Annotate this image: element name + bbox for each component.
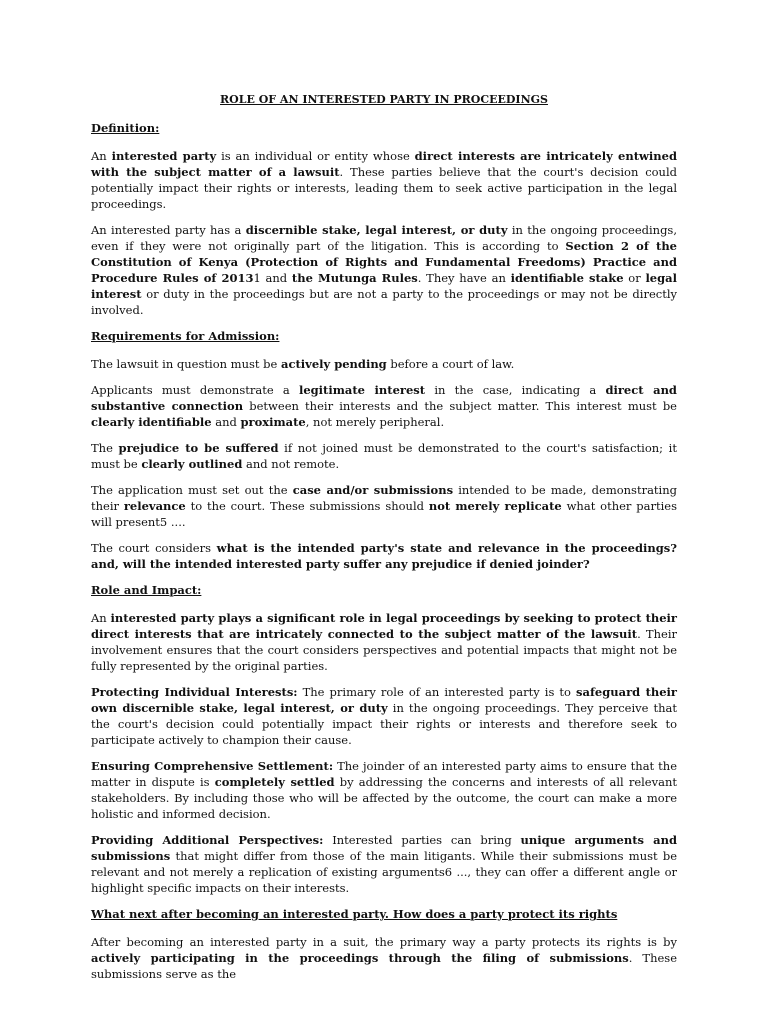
text-run: before a court of law. <box>386 357 515 371</box>
bold-text-run: clearly outlined <box>141 457 243 471</box>
bold-text-run: identifiable stake <box>510 271 624 285</box>
text-run: The application must set out the <box>91 483 293 497</box>
text-run: and not remote. <box>242 457 340 471</box>
bold-text-run: discernible stake, legal interest, or duty <box>245 223 508 237</box>
bold-text-run: Ensuring Comprehensive Settlement: <box>91 759 334 773</box>
next-steps-paragraph-1 <box>91 934 677 982</box>
text-run: and <box>211 415 241 429</box>
text-run: by addressing the concerns and interests of all relevant stakeholders. By including those who will be affected by the outcome, the court can make a more holistic and informed decision. <box>91 775 677 821</box>
requirements-paragraph-1 <box>91 356 677 372</box>
bold-text-run: direct and substantive connection <box>91 383 677 413</box>
role-paragraph-2 <box>91 684 677 748</box>
bold-text-run: legitimate interest <box>298 383 426 397</box>
bold-text-run: actively participating in the proceedings through the filing of submissions <box>91 951 629 965</box>
bold-text-run: case and/or submissions <box>292 483 454 497</box>
requirements-paragraph-4 <box>91 482 677 530</box>
bold-text-run: not merely replicate <box>428 499 562 513</box>
bold-text-run: completely settled <box>214 775 335 789</box>
role-paragraph-4 <box>91 832 677 896</box>
text-run: The primary role of an interested party is to <box>297 685 577 699</box>
text-run: . These parties believe that the court's decision could potentially impact their rights or interests, leading them to seek active participation in the legal proceedings. <box>91 165 678 211</box>
bold-text-run: legal interest <box>91 271 677 301</box>
text-run: , not merely peripheral. <box>305 415 445 429</box>
definition-heading: Definition: <box>91 121 160 135</box>
text-run: Interested parties can bring <box>323 833 521 847</box>
bold-text-run: proximate <box>240 415 306 429</box>
requirements-paragraph-2 <box>91 382 677 430</box>
bold-text-run: interested party <box>111 149 217 163</box>
text-run: . These submissions serve as the <box>91 951 677 981</box>
role-heading: Role and Impact: <box>91 583 202 597</box>
requirements-paragraph-5 <box>91 540 677 572</box>
bold-text-run: direct interests are intricately entwined with the subject matter of a lawsuit <box>91 149 677 179</box>
next-steps-heading: What next after becoming an interested party. How does a party protect its rights <box>91 907 618 921</box>
bold-text-run: Providing Additional Perspectives: <box>91 833 324 847</box>
role-paragraph-1 <box>91 610 677 674</box>
text-run: An <box>91 149 112 163</box>
bold-text-run: safeguard their own discernible stake, legal interest, or duty <box>91 685 677 715</box>
document-title: ROLE OF AN INTERESTED PARTY IN PROCEEDINGS <box>220 93 548 106</box>
bold-text-run: prejudice to be suffered <box>118 441 279 455</box>
bold-text-run: relevance <box>123 499 186 513</box>
requirements-heading: Requirements for Admission: <box>91 329 280 343</box>
definition-paragraph-1 <box>91 148 677 212</box>
text-run: intended to be made, demonstrating their <box>91 483 677 513</box>
text-run: 1 and <box>253 271 292 285</box>
text-run: in the ongoing proceedings. They perceive that the court's decision could potentially impact their rights or interests and therefore seek to participate actively to champion their cause. <box>91 701 677 747</box>
text-run: or <box>623 271 646 285</box>
text-run: The lawsuit in question must be <box>91 357 281 371</box>
text-run: An <box>91 611 111 625</box>
requirements-paragraph-3 <box>91 440 677 472</box>
definition-paragraph-2 <box>91 222 677 318</box>
text-run: The <box>91 441 119 455</box>
text-run: . They have an <box>417 271 511 285</box>
bold-text-run: the Mutunga Rules <box>291 271 418 285</box>
bold-text-run: Section 2 of the Constitution of Kenya (Protection of Rights and Fundamental Freedoms) Practice and Procedure Rules of 2013 <box>91 239 677 285</box>
text-run: between their interests and the subject matter. This interest must be <box>243 399 677 413</box>
text-run: Applicants must demonstrate a <box>91 383 299 397</box>
text-run: An interested party has a <box>91 223 246 237</box>
text-run: After becoming an interested party in a suit, the primary way a party protects its rights is by <box>91 935 677 949</box>
text-run: what other parties will present5 .... <box>91 499 677 529</box>
bold-text-run: unique arguments and submissions <box>91 833 677 863</box>
bold-text-run: what is the intended party's state and relevance in the proceedings? and, will the intended interested party suffer any prejudice if denied joinder? <box>91 541 678 571</box>
text-run: that might differ from those of the main litigants. While their submissions must be relevant and not merely a replication of existing arguments6 ..., they can offer a different angle or highlight specific impacts on their interests. <box>91 849 677 895</box>
bold-text-run: clearly identifiable <box>91 415 212 429</box>
text-run: in the ongoing proceedings, even if they were not originally part of the litigation. This is according to <box>91 223 677 253</box>
text-run: is an individual or entity whose <box>216 149 415 163</box>
text-run: or duty in the proceedings but are not a party to the proceedings or may not be directly involved. <box>91 287 677 317</box>
text-run: . Their involvement ensures that the court considers perspectives and potential impacts that might not be fully represented by the original parties. <box>91 627 677 673</box>
text-run: if not joined must be demonstrated to the court's satisfaction; it must be <box>91 441 677 471</box>
text-run: The joinder of an interested party aims to ensure that the matter in dispute is <box>91 759 677 789</box>
text-run: in the case, indicating a <box>425 383 606 397</box>
role-paragraph-3 <box>91 758 677 822</box>
text-run: to the court. These submissions should <box>185 499 429 513</box>
bold-text-run: interested party plays a significant role in legal proceedings by seeking to protect their direct interests that are intricately connected to the subject matter of the lawsuit <box>91 611 677 641</box>
text-run: The court considers <box>91 541 217 555</box>
bold-text-run: actively pending <box>281 357 387 371</box>
bold-text-run: Protecting Individual Interests: <box>91 685 298 699</box>
